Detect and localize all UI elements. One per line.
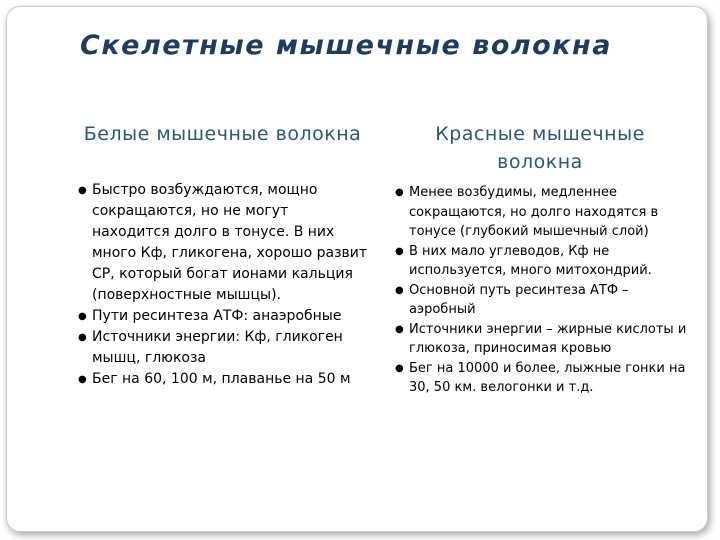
list-item — [78, 180, 370, 306]
list-item — [395, 183, 695, 242]
bullet-text: Источники энергии – жирные кислоты и глюкоза, приносимая кровью — [409, 321, 687, 356]
bullet-icon: ● — [395, 362, 404, 374]
bullet-text: Менее возбудимы, медленнее сокращаются, но долго находятся в тонусе (глубокий мышечный слой) — [409, 185, 659, 239]
list-item — [395, 359, 695, 398]
slide-title: Скелетные мышечные волокна — [80, 30, 612, 61]
list-item — [395, 242, 695, 281]
red-fibers-heading: Красные мышечные волокна — [435, 123, 645, 173]
bullet-text: Бег на 60, 100 м, плаванье на 50 м — [92, 371, 351, 387]
bullet-icon: ● — [395, 284, 404, 296]
bullet-icon: ● — [395, 323, 404, 335]
bullet-icon: ● — [78, 332, 87, 343]
list-item — [78, 327, 370, 369]
bullet-text: В них мало углеводов, Кф не используется, много митохондрий. — [409, 243, 652, 278]
bullet-icon: ● — [395, 245, 404, 257]
bullet-icon: ● — [78, 374, 87, 385]
red-fibers-list — [395, 183, 695, 398]
list-item — [395, 281, 695, 320]
bullet-text: Пути ресинтеза АТФ: анаэробные — [92, 308, 342, 324]
white-fibers-list — [78, 180, 370, 390]
bullet-text: Основной путь ресинтеза АТФ – аэробный — [409, 282, 629, 317]
bullet-icon: ● — [78, 185, 87, 196]
bullet-text: Быстро возбуждаются, мощно сокращаются, но не могут находится долго в тонусе. В них много Кф, гликогена, хорошо развит СР, который богат ионами кальция (поверхностные мышцы). — [92, 182, 368, 303]
bullet-icon: ● — [395, 187, 404, 198]
bullet-icon: ● — [78, 311, 87, 322]
list-item — [78, 306, 370, 327]
bullet-text: Источники энергии: Кф, гликоген мышц, глюкоза — [92, 329, 343, 366]
list-item — [395, 320, 695, 359]
list-item — [78, 369, 370, 390]
white-fibers-heading: Белые мышечные волокна — [83, 123, 362, 145]
bullet-text: Бег на 10000 и более, лыжные гонки на 30, 50 км. велогонки и т.д. — [409, 360, 686, 395]
